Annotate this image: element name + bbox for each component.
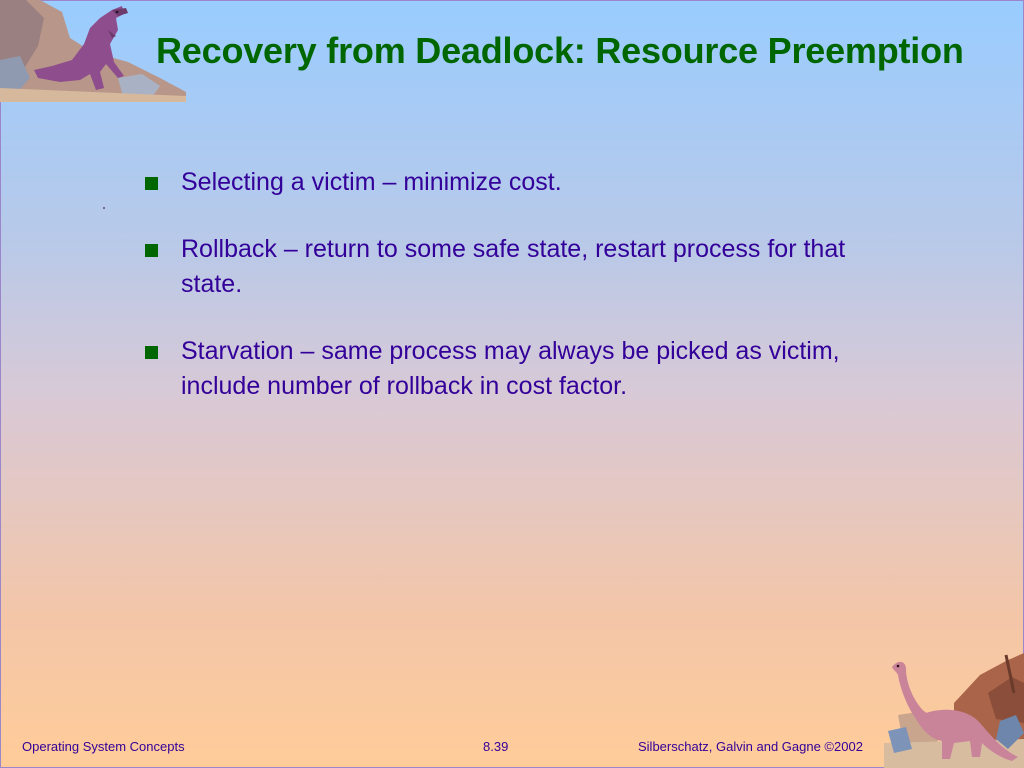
footer-copyright: Silberschatz, Galvin and Gagne ©2002 <box>638 739 863 754</box>
bullet-item <box>145 232 905 302</box>
bullet-list <box>145 165 905 436</box>
footer-page-number: 8.39 <box>483 739 509 754</box>
stray-mark <box>103 207 105 209</box>
slide-title: Recovery from Deadlock: Resource Preemption <box>156 30 964 71</box>
bullet-item <box>145 165 905 200</box>
footer-course: Operating System Concepts <box>22 739 185 754</box>
square-bullet-icon <box>145 244 158 257</box>
bullet-text: Rollback – return to some safe state, restart process for that state. <box>181 235 846 298</box>
square-bullet-icon <box>145 346 158 359</box>
bullet-text: Selecting a victim – minimize cost. <box>181 168 562 196</box>
square-bullet-icon <box>145 177 158 190</box>
bullet-text: Starvation – same process may always be picked as victim, include number of rollback in cost factor. <box>181 337 840 400</box>
brontosaurus-clipart <box>884 653 1024 768</box>
bullet-item <box>145 334 905 404</box>
